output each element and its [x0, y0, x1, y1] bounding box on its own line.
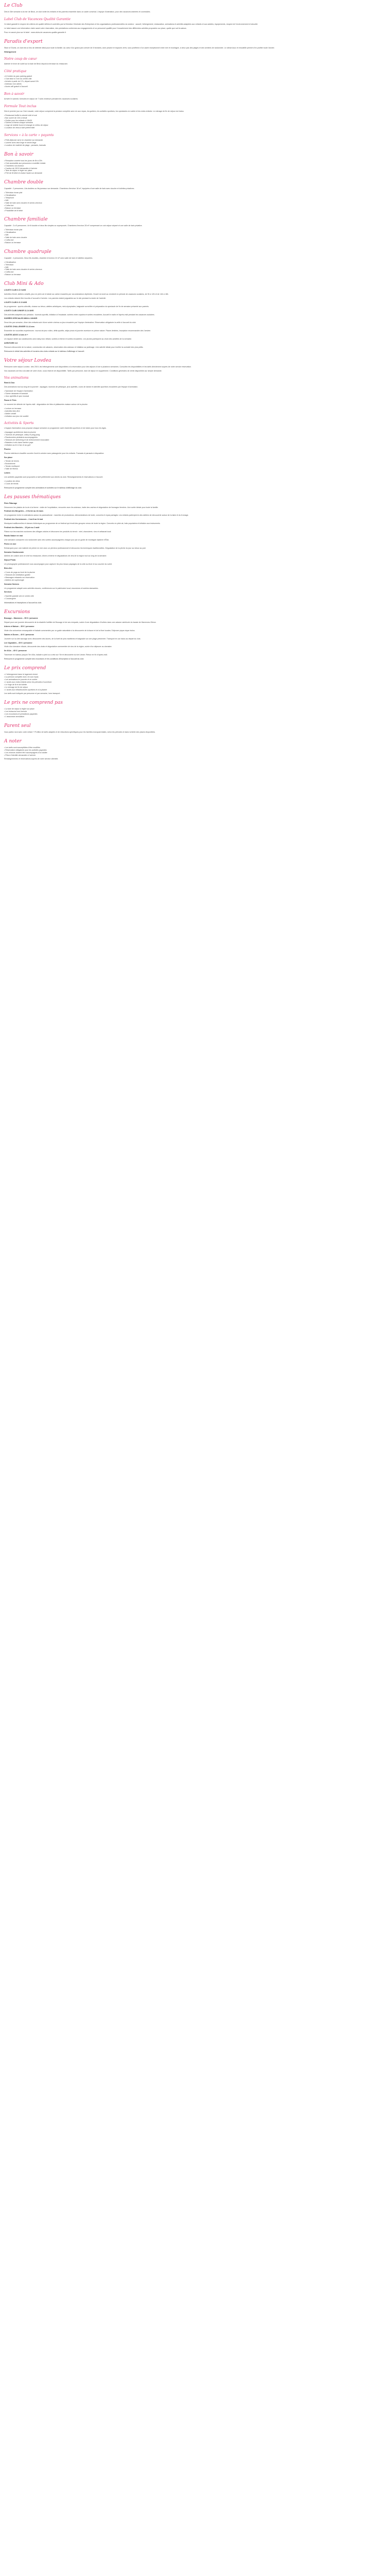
label: LOUSTI CLUB 3 À 5 ANS	[4, 289, 26, 292]
paragraph: Journée sur la côte sauvage avec découverte des dunes, de la forêt de pins maritimes et baignade sur une plage préservée. Transport en car inclus au départ du club.	[4, 637, 141, 640]
list-item: • Climatisation	[4, 231, 387, 234]
paragraph: Une semaine consacrée à la randonnée avec des sorties accompagnées chaque jour par un guide de montagne diplômé d'État.	[4, 538, 109, 541]
paragraph: Vous partez seul avec votre enfant ? Profitez de tarifs adaptés et de réductions spécifiques pour les familles monoparentales, selon les périodes et dans la limite des places disponibles.	[4, 731, 156, 733]
paragraph: Le label assure une information claire avant votre réservation, des prestations conformes aux engagements et un personnel qualifié pour l'encadrement des différentes activités proposées sur place, quelle que soit la saison.	[4, 27, 187, 29]
bullet-list	[4, 192, 387, 212]
paragraph: Un programme riche en animations autour du pastoralisme : marchés de producteurs, démonstrations de tonte, concerts et repas partagés. Les enfants participent à des ateliers de découverte autour de la laine et du fromage.	[4, 514, 189, 517]
list-item: • Initiation aux jeux de société	[4, 415, 387, 418]
label: Services	[4, 591, 12, 594]
list-item: • Les animations en journée et en soirée	[4, 679, 387, 681]
list-item: • Balcon ou terrasse	[4, 207, 387, 210]
paragraph: Visite d'un arboretum remarquable et balade commentée par un guide naturaliste à la découverte de la faune et de la flore locales. Déjeuner pique-nique inclus.	[4, 629, 135, 632]
section-excursions	[4, 609, 387, 660]
paragraph: L'équipe d'animation vous propose chaque semaine un programme varié d'activités sportives et de loisirs pour tous les âges.	[4, 427, 107, 430]
paragraph: Piscine extérieure chauffée ouverte d'avril à octobre avec pataugeoire pour les enfants. Transats et parasols à disposition.	[4, 452, 104, 454]
label: Festival des Cornemuses – 2 avril au 14 mai	[4, 518, 43, 521]
list-item: • Accès wifi gratuit à l'accueil	[4, 86, 387, 88]
paragraph: Renseignements et réservations auprès de notre service clientèle.	[4, 758, 59, 760]
note: Retrouvez le programme complet des animations et activités sur le tableau d'affichage du club.	[4, 486, 82, 489]
bullet-list	[4, 160, 387, 175]
paragraph: Les tarifs sont indiqués par personne et par semaine, hors transport.	[4, 692, 60, 695]
subsection-title: Services « à la carte » payants	[4, 133, 54, 138]
list-item: • Possibilité de lit bébé	[4, 210, 387, 212]
list-item: • Soirées à thème chaque semaine	[4, 122, 387, 124]
label: LOUSTIS ADOS 14 ans et +	[4, 334, 28, 336]
bullet-list	[4, 460, 387, 470]
label: LOUSTIS CHALLENGER 11-14 ans	[4, 326, 35, 328]
list-item: • Pièce d'identité demandée à l'arrivée	[4, 754, 387, 757]
note: Retrouvez le programme complet des excursions et les conditions d'inscription à l'accueil du club.	[4, 658, 84, 660]
paragraph: Le moment de détente de l'après-midi : dégustation de thés et pâtisseries maison autour de la piscine.	[4, 403, 88, 405]
section-prix-comprend	[4, 666, 387, 695]
list-item: • Salle de bain avec douche et sèche-cheveux	[4, 268, 387, 271]
paragraph: Des activités adaptées aux préados : tournois sportifs, initiation à l'escalade, soirées entre copains et sorties encadrées. Accueil le matin et l'après-midi pendant les vacances scolaires.	[4, 313, 155, 316]
paragraph: Un photographe professionnel vous accompagne pour capturer les plus beaux paysages de la côte au lever et au coucher du soleil.	[4, 563, 112, 566]
section-title: Le prix ne comprend pas	[4, 700, 63, 706]
bullet-list	[4, 595, 387, 600]
list-item: • Séances de méditation guidée	[4, 574, 387, 577]
list-item: • Le linge de lit et de toilette	[4, 684, 387, 686]
label: Séjour Photo	[4, 559, 16, 562]
list-item: • Les excursions et prestations payantes	[4, 713, 387, 716]
paragraph: Un espace dédié aux adolescents avec baby-foot, billard, soirées à thème et sorties encadrées. Les jeunes participent au choix des activités de la semaine.	[4, 338, 132, 340]
list-item: • Wifi	[4, 266, 387, 269]
label: SOIRÉES SPECIALES MINI & JUNIOR	[4, 317, 38, 320]
list-item: • Climatisation	[4, 261, 387, 264]
section-parent-seul	[4, 723, 387, 734]
intro-paragraph: Dès le 26è semaine à la mer de Brick, ce club invite les enfants et les parents ensemble dans un cadre convivial. L'équipe d'animation, pour des vacances animées et conviviales.	[4, 11, 151, 13]
list-item: • Salle de bain avec douche et sèche-cheveux	[4, 202, 387, 205]
list-item: • Salle de bain avec douche	[4, 236, 387, 239]
label: Rami & Duo	[4, 382, 15, 384]
paragraph: Un programme adapté avec activités douces, conférences sur le patrimoine local, excursions et soirées dansantes.	[4, 587, 99, 589]
paragraph: Pour en savoir plus sur le label : www.clubs-de-vacances-qualite-garantie.fr	[4, 31, 66, 33]
list-item: • Climatisation	[4, 194, 387, 197]
list-item: • Activités bien-être	[4, 410, 387, 413]
label: Festival des Marchés – 15 juin au 2 août	[4, 527, 40, 529]
list-item: • Restaurant buffet à volonté midi et soir	[4, 114, 387, 117]
section-title: Chambre double	[4, 180, 43, 185]
section-a-noter	[4, 739, 387, 761]
subsection-title: Notre coup de cœur	[4, 57, 37, 61]
list-item: • Prêt de lit bébé et chaise haute sur demande	[4, 172, 387, 175]
bullet-list	[4, 390, 387, 398]
list-item: • Animaux non admis	[4, 83, 387, 86]
paragraph: Parcours découverte de la nature, construction de cabanes, observation des animaux et initiation au jardinage. Une activité idéale pour éveiller la curiosité des plus petits.	[4, 346, 144, 348]
list-item: • Télévision écran plat	[4, 229, 387, 231]
section-title: Chambre quadruple	[4, 249, 52, 255]
paragraph: Flânez sur les marchés nocturnes des villages voisins et découvrez les produits du terroir : miel, charcuterie, vins et artisanat local.	[4, 530, 111, 533]
list-item: • Terrain multisport	[4, 465, 387, 468]
list-item: • Taxe de séjour à régler sur place	[4, 170, 387, 172]
list-item: • L'accès aux clubs enfants selon les périodes d'ouverture	[4, 681, 387, 684]
list-item: • Le ménage de fin de séjour	[4, 686, 387, 689]
section-le-club	[4, 3, 387, 34]
list-item: • Télévision	[4, 264, 387, 266]
list-item: • Séances de stretching et de renforcement musculaire	[4, 439, 387, 442]
list-item: • Wifi	[4, 199, 387, 202]
subsection-title: Côté pratique	[4, 70, 27, 74]
list-item: • Soirée dansante et karaoké	[4, 393, 387, 395]
section-title: Les pauses thématiques	[4, 494, 61, 500]
subsection-title: Formule Tout inclus	[4, 104, 37, 108]
list-item: • Lecture en terrasse	[4, 408, 387, 410]
list-item: • Jeux apéritifs et quiz musical	[4, 395, 387, 398]
section-title: Paradis d'export	[4, 39, 43, 44]
label: Pêche en mer	[4, 543, 17, 545]
list-item: • Chambres non-fumeur	[4, 165, 387, 167]
list-item: • Location de vélos	[4, 480, 387, 483]
label: Semaine Seniors	[4, 583, 19, 585]
paragraph: Capacité : 2 personnes. Lits doubles ou lits jumeaux sur demande. Chambres d'environ 18 m², équipées d'une salle de bain avec douche et toilettes privatives.	[4, 188, 135, 190]
label: AVENTURE 3-8	[4, 342, 18, 344]
list-item: • Ateliers de sophrologie	[4, 579, 387, 582]
subsection-title: Bon à savoir	[4, 92, 24, 96]
list-item: • Massages relaxants sur réservation	[4, 577, 387, 579]
list-item: • Coffre-fort	[4, 205, 387, 207]
section-title: Le Club	[4, 3, 23, 8]
label: Hébergement	[4, 50, 16, 53]
label: Plein Pâturage	[4, 502, 17, 504]
paragraph: Ensemble de nouvelles expériences : tournoi de jeux vidéo, défis sportifs, rallye photo et journée aventure en pleine nature. Places limitées, inscription recommandée dès l'arrivée.	[4, 330, 151, 332]
list-item: • Téléphone	[4, 197, 387, 199]
paragraph: Capacité : 4 personnes. Deux lits doubles, chambre d'environ 24 m² avec salle de bain et toilettes séparées.	[4, 257, 93, 259]
paragraph: Ateliers de cuisine avec le chef du restaurant, dîners à thème et dégustations de vins de la région tout au long de la semaine.	[4, 555, 107, 557]
section-title: Chambre familiale	[4, 217, 48, 223]
label: Semaine Gastronomie	[4, 551, 24, 553]
list-item: • Club situé à 3 km du centre-ville	[4, 78, 387, 80]
list-item: • Location de vélos à tarif préférentiel	[4, 127, 387, 129]
paragraph: Capacité : 3 à 5 personnes. Un lit double et deux lits simples ou superposés. Chambres d'environ 28 m² comprenant un coin séjour séparé et une salle de bain privative.	[4, 225, 142, 227]
list-item: • Les boissons hors formule	[4, 710, 387, 713]
paragraph: Retrouvez votre séjour Lovdea : dès 2019, les hébergements sont disponibles à la réservation pour des séjours d'une à plusieurs semaines. Consultez les disponibilités et les tarifs directement auprès de notre service réservation.	[4, 365, 192, 368]
page	[0, 0, 391, 772]
subsection-title: Activités & Sports	[4, 421, 34, 426]
list-item: • A l'entrée du parc parking gratuit	[4, 75, 387, 78]
label: Arbres et Nature – 35 € / personne	[4, 625, 35, 628]
section-title: A noter	[4, 738, 22, 744]
paragraph: Situé à l'Ouest, ce club est un lieu de détente idéal pour toute la famille. Au cœur d'un grand parc arboré de 8 hectares, avec piscine et espaces verts, vous profiterez d'un cadre exceptionnel entre mer et montagne, à deux pas des plages et des sentiers de randonnée. Le climat doux et ensoleillé permet d'en profiter toute l'année.	[4, 46, 275, 49]
list-item: • Club accessible aux personnes à mobilité réduite	[4, 162, 387, 165]
list-item: • Spectacle de l'équipe d'animation	[4, 390, 387, 393]
list-item: • Cours de yoga au bord de la piscine	[4, 571, 387, 574]
list-item: • Coffre-fort	[4, 271, 387, 274]
section-pauses-thematiques	[4, 495, 387, 604]
list-item: • Navette gratuite vers le centre-ville	[4, 595, 387, 598]
list-item: • L'hébergement dans le logement choisi	[4, 673, 387, 676]
label: Loisirs	[4, 472, 10, 474]
paragraph: Départ pour une journée découverte de la citadelle fortifiée de Brouage et de ses remparts, suivie d'une dégustation d'huîtres dans une cabane ostréicole du bassin de Marennes-Oléron.	[4, 621, 157, 623]
paragraph: Deux fois par semaine, dîner des enfants suivi d'une soirée cinéma ou jeux encadrée par l'équipe d'animation. Réservation obligatoire la veille à l'accueil du club.	[4, 321, 137, 324]
list-item: • Cours de tennis	[4, 483, 387, 485]
list-item: • Atelier créatif	[4, 413, 387, 415]
label: Rando Nature en mai	[4, 534, 23, 537]
bullet-list	[4, 673, 387, 691]
label: Les Vignobles – 65 € / personne	[4, 641, 32, 644]
list-item: • Télévision écran plat	[4, 192, 387, 194]
list-item: • Réception ouverte tous les jours de 8h à 20h	[4, 160, 387, 162]
list-item: • Linge de toilette fourni et changé en milieu de séjour	[4, 124, 387, 127]
bullet-list	[4, 408, 387, 418]
label: Bien-être	[4, 567, 12, 570]
list-item: • Tournois de pétanque, volley et ping-pong	[4, 434, 387, 436]
label: Piscine	[4, 448, 11, 450]
paragraph: Des animations tout au long de la journée : aquagym, tournois de pétanque, jeux apéritifs, cours de danse et activités sportives encadrées par l'équipe d'animation.	[4, 386, 138, 388]
list-item: • Bar ouvert de 10h à minuit	[4, 117, 387, 120]
list-item: • Wifi	[4, 234, 387, 236]
list-item: • Balcon ou terrasse	[4, 242, 387, 244]
label: Sur place	[4, 456, 13, 459]
list-item: • Les mineurs doivent être accompagnés d'un adulte	[4, 752, 387, 754]
list-item: • Réservation obligatoire pour les activités payantes	[4, 749, 387, 752]
section-title: Parent seul	[4, 723, 31, 728]
paragraph: Traversée en bateau jusqu'à l'île d'Aix, balade à pied ou à vélo sur l'île et découverte du fort Liédot. Retour en fin d'après-midi.	[4, 654, 108, 656]
label: Festival des Bergeries – 2 février au 24 mars	[4, 510, 43, 513]
list-item: • La pension complète avec vin aux repas	[4, 676, 387, 679]
subsection-title: Label Club de Vacances Qualité Garantie	[4, 17, 71, 21]
label: Brouage – Marennes – 55 € / personne	[4, 617, 38, 620]
paragraph: Admirer le lever de soleil sur la baie de Brick depuis la terrasse du restaurant.	[4, 63, 68, 65]
list-item: • Conciergerie	[4, 598, 387, 600]
list-item: • La taxe de séjour à régler sur place	[4, 708, 387, 710]
section-title: Excursions	[4, 609, 30, 615]
paragraph: Découvrez les plaisirs de la vie à la ferme : visite de l'exploitation, rencontre avec les animaux, traite des vaches et dégustation de fromages fermiers. Une sortie idéale pour toute la famille.	[4, 506, 159, 509]
paragraph: Activités d'éveil, ateliers créatifs, jeux en plein air et sieste au calme encadrés par nos animateurs diplômés. Ouvert du lundi au vendredi en période de vacances scolaires, de 9h à 12h et de 14h à 18h.	[4, 293, 169, 296]
paragraph: Dès le premier jour au Club Lescale, votre séjour comprend la pension complète avec vin aux repas, les goûters, les activités sportives, les spectacles en soirée et les clubs enfants. Le ménage de fin de séjour est inclus.	[4, 110, 184, 112]
list-item: • L'assurance annulation	[4, 716, 387, 718]
note: Retrouvez le détail des activités et horaires des clubs enfants sur le tableau d'affichage à l'accueil.	[4, 350, 85, 352]
list-item: • Aquagym quotidienne dans la piscine	[4, 431, 387, 434]
bullet-list	[4, 75, 387, 88]
section-bon-a-savoir	[4, 152, 387, 276]
paragraph: Embarquez pour une matinée de pêche en mer avec un pêcheur professionnel et découvrez les techniques traditionnelles. Dégustation de la pêche du jour au retour au port.	[4, 547, 146, 549]
paragraph: Arrivée le samedi, formules en séjour de 7 nuits minimum pendant les vacances scolaires.	[4, 97, 78, 100]
bullet-list	[4, 431, 387, 446]
list-item: • Caution de 150 € demandée à l'arrivée	[4, 167, 387, 170]
bullet-list	[4, 480, 387, 485]
section-prix-ne-comprend-pas	[4, 700, 387, 718]
paragraph: Au programme : sports collectifs, chasse au trésor, ateliers artistiques, mini-olympiades, baignade surveillée et préparation du spectacle de fin de semaine présenté aux parents.	[4, 305, 150, 308]
paragraph: Vos vacances ont lieu à la date de votre choix, sous réserve de disponibilité. Tarifs par personne, taxe de séjour en supplément. Conditions générales de vente disponibles sur simple demande.	[4, 369, 162, 372]
list-item: • Salle de fitness	[4, 468, 387, 470]
bullet-list	[4, 261, 387, 276]
list-item: • Location de matériel de plage : parasols, transats	[4, 144, 387, 147]
list-item: • Balcon ou terrasse	[4, 274, 387, 276]
label: Sables et Dunes – 40 € / personne	[4, 633, 34, 636]
paragraph: Visite d'un domaine viticole, découverte des chais et dégustation commentée de vins de la région, suivie d'un déjeuner au domaine.	[4, 646, 112, 648]
list-item: • Initiation au tir à l'arc et au golf	[4, 444, 387, 447]
bullet-list	[4, 139, 387, 147]
label: LOUSTI CLUB 6 À 10 ANS	[4, 301, 27, 303]
section-club-mini-ado	[4, 281, 387, 353]
bullet-list	[4, 229, 387, 244]
subsection-title: Vos animations	[4, 376, 29, 380]
bullet-list	[4, 708, 387, 718]
section-votre-sejour	[4, 358, 387, 489]
list-item: • Laverie avec lave-linge et sèche-linge	[4, 142, 387, 144]
list-item: • Arrivée à partir de 17h, départ avant 10h	[4, 80, 387, 83]
paragraph: Les enfants doivent être inscrits à l'accueil à l'arrivée. Les parents restent joignables sur le site pendant la durée de l'activité.	[4, 297, 106, 299]
section-title: Club Mini & Ado	[4, 281, 44, 287]
bullet-list	[4, 747, 387, 757]
bullet-list	[4, 114, 387, 129]
list-item: • Boulodrome	[4, 463, 387, 465]
list-item: • Balades à vélo dans l'arrière-pays	[4, 442, 387, 444]
note: Informations et inscriptions à l'accueil du club.	[4, 602, 42, 604]
list-item: • L'accès aux infrastructures sportives et à la piscine	[4, 689, 387, 691]
section-paradis	[4, 39, 387, 147]
paragraph: Les activités payantes sont proposées à tarif préférentiel aux clients du club. Renseignements et réservations à l'accueil.	[4, 476, 103, 478]
label: Ile d'Aix – 45 € / personne	[4, 650, 27, 652]
list-item: • Goûter pour les enfants à 16h30	[4, 120, 387, 122]
label: LOUSTI CLUB JUNIOR 11-14 ANS	[4, 309, 34, 312]
paragraph: Ce label garantit le respect de critères de qualité définis et contrôlés par la Direction Générale des Entreprises et les organisations professionnelles du secteur : accueil, hébergement, restauration, animations et activités adaptées aux enfants et aux adultes, équipements, respect de l'environnement et sécurité.	[4, 23, 258, 25]
section-title: Le prix comprend	[4, 666, 46, 671]
section-title: Votre séjour Lovdea	[4, 358, 52, 363]
list-item: • Terrain de tennis	[4, 460, 387, 463]
label: Pause & Thés	[4, 399, 17, 401]
list-item: • Petit-déjeuner servi en chambre sur demande	[4, 139, 387, 142]
section-title: Bon à savoir	[4, 151, 34, 157]
bullet-list	[4, 571, 387, 582]
list-item: • Les tarifs sont susceptibles d'être modifiés	[4, 747, 387, 749]
list-item: • Randonnées pédestres accompagnées	[4, 436, 387, 439]
paragraph: Musiques traditionnelles et danses folkloriques au programme de ce festival qui réunit des groupes venus de toute la région. Concerts en plein air, bals populaires et initiation aux instruments.	[4, 522, 161, 525]
list-item: • Coffre-fort	[4, 239, 387, 242]
